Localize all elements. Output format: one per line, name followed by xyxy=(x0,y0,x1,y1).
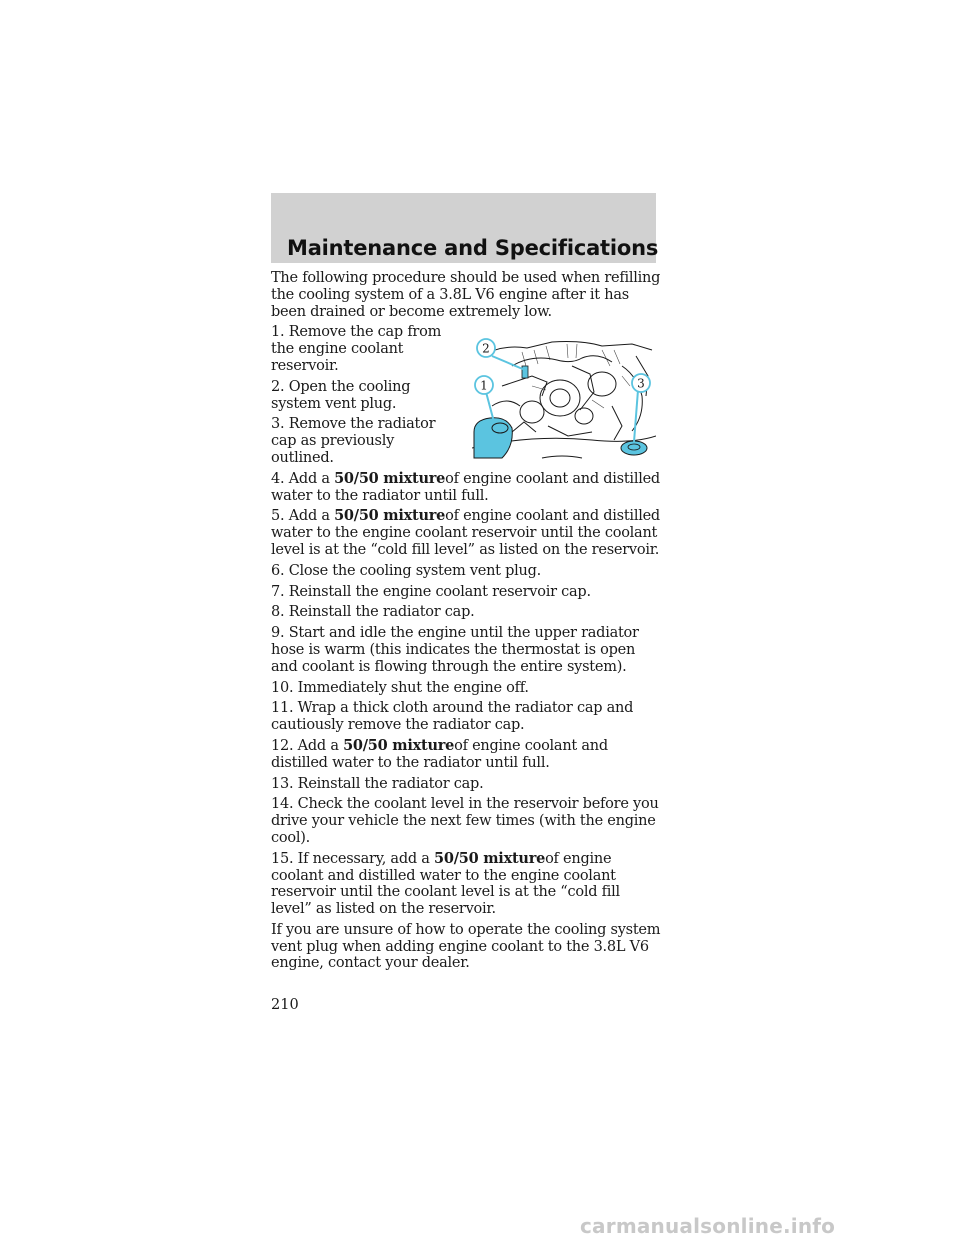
section-title: Maintenance and Specifications xyxy=(287,236,659,260)
step-5-rest: of engine coolant and distilled water to the engine coolant reservoir until the coolant level is at the “cold fill level” as listed on the reservoir. xyxy=(271,508,660,558)
step-4-emphasis: 50/50 mixture xyxy=(334,469,446,487)
intro-paragraph: The following procedure should be used when refilling the cooling system of a 3.8L V6 engine after it has been drained or become extremely low. xyxy=(271,270,661,320)
step-4-prefix: 4. Add a xyxy=(271,470,335,487)
step-6: 6. Close the cooling system vent plug. xyxy=(271,562,542,579)
step-3: 3. Remove the radiator cap as previously outlined. xyxy=(271,416,436,466)
page-number: 210 xyxy=(271,997,299,1013)
step-12-prefix: 12. Add a xyxy=(271,737,344,754)
step-7: 7. Reinstall the engine coolant reservoir cap. xyxy=(271,583,591,600)
step-12-emphasis: 50/50 mixture xyxy=(343,736,455,754)
svg-text:2: 2 xyxy=(482,341,490,356)
step-4 xyxy=(271,471,661,505)
step-5-emphasis: 50/50 mixture xyxy=(334,507,446,525)
step-15-prefix: 15. If necessary, add a xyxy=(271,850,435,867)
callout-2 xyxy=(477,339,495,357)
step-1: 1. Remove the cap from the engine coolant reservoir. xyxy=(271,324,442,374)
callout-1 xyxy=(475,376,493,394)
step-11: 11. Wrap a thick cloth around the radiator cap and cautiously remove the radiator cap. xyxy=(271,700,634,734)
step-9: 9. Start and idle the engine until the upper radiator hose is warm (this indicates the thermostat is open and coolant is flowing through the entire system). xyxy=(271,625,639,675)
closing-paragraph: If you are unsure of how to operate the cooling system vent plug when adding engine coolant to the 3.8L V6 engine, contact your dealer. xyxy=(271,921,661,972)
svg-text:3: 3 xyxy=(637,376,645,391)
step-15 xyxy=(271,851,661,918)
step-2: 2. Open the cooling system vent plug. xyxy=(271,378,411,412)
step-15-rest: of engine coolant and distilled water to the engine coolant reservoir until the coolant level is at the “cold fill level” as listed on the reservoir. xyxy=(271,850,620,918)
step-13: 13. Reinstall the radiator cap. xyxy=(271,775,484,792)
step-5-prefix: 5. Add a xyxy=(271,508,335,525)
step-15-emphasis: 50/50 mixture xyxy=(434,849,546,867)
callout-3 xyxy=(632,374,650,392)
step-8: 8. Reinstall the radiator cap. xyxy=(271,604,475,621)
watermark[interactable]: carmanualsonline.info xyxy=(580,1214,836,1238)
svg-text:1: 1 xyxy=(480,378,488,393)
step-10: 10. Immediately shut the engine off. xyxy=(271,679,529,696)
step-14: 14. Check the coolant level in the reservoir before you drive your vehicle the next few times (with the engine cool). xyxy=(271,796,659,846)
step-5 xyxy=(271,508,661,558)
step-4-rest: of engine coolant and distilled water to the radiator until full. xyxy=(271,470,660,504)
engine-compartment-illustration xyxy=(472,336,656,463)
step-12-rest: of engine coolant and distilled water to the radiator until full. xyxy=(271,737,608,771)
step-12 xyxy=(271,738,661,772)
